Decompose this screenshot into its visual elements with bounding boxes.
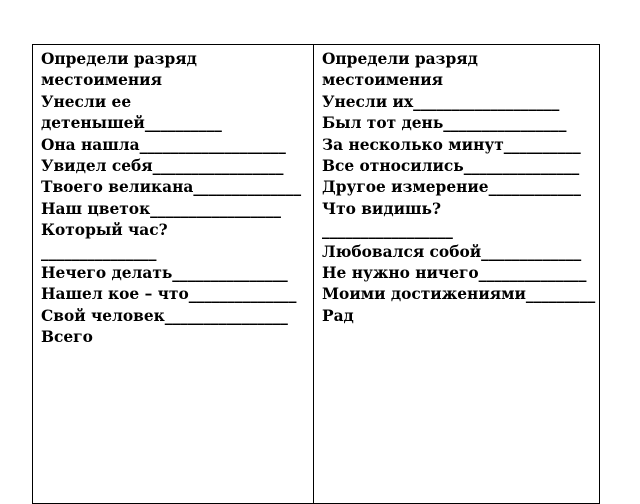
left-item-8: Нашел кое – что______________ [41,285,297,304]
right-item-3: За несколько минут__________ [322,135,581,154]
left-item-7: Нечего делать_______________ [41,264,288,283]
right-item-7: Любовался собой_____________ [322,242,582,261]
right-item-6: Что видишь? _________________ [322,199,453,240]
right-item-4: Все относились_______________ [322,157,580,176]
right-item-9: Моими достижениями_________ [322,285,596,304]
left-column-title: Определи разряд местоимения [41,50,197,90]
right-item-2: Был тот день________________ [322,114,567,133]
left-item-5: Наш цветок_________________ [41,199,282,218]
right-item-5: Другое измерение____________ [322,178,581,197]
left-item-2: Она нашла___________________ [41,135,286,154]
right-column [314,45,599,503]
left-item-3: Увидел себя_________________ [41,157,284,176]
worksheet-table [32,44,600,504]
right-item-1: Унесли их___________________ [322,92,560,111]
right-item-10: Рад [322,306,354,325]
right-item-8: Не нужно ничего______________ [322,264,587,283]
left-item-9: Свой человек________________ [41,306,288,325]
left-column [33,45,314,503]
left-item-4: Твоего великана______________ [41,178,302,197]
right-column-title: Определи разряд местоимения [322,50,478,90]
left-item-10: Всего [41,328,93,347]
left-item-6: Который час? _______________ [41,221,168,261]
left-item-1: Унесли ее детенышей__________ [41,92,222,133]
